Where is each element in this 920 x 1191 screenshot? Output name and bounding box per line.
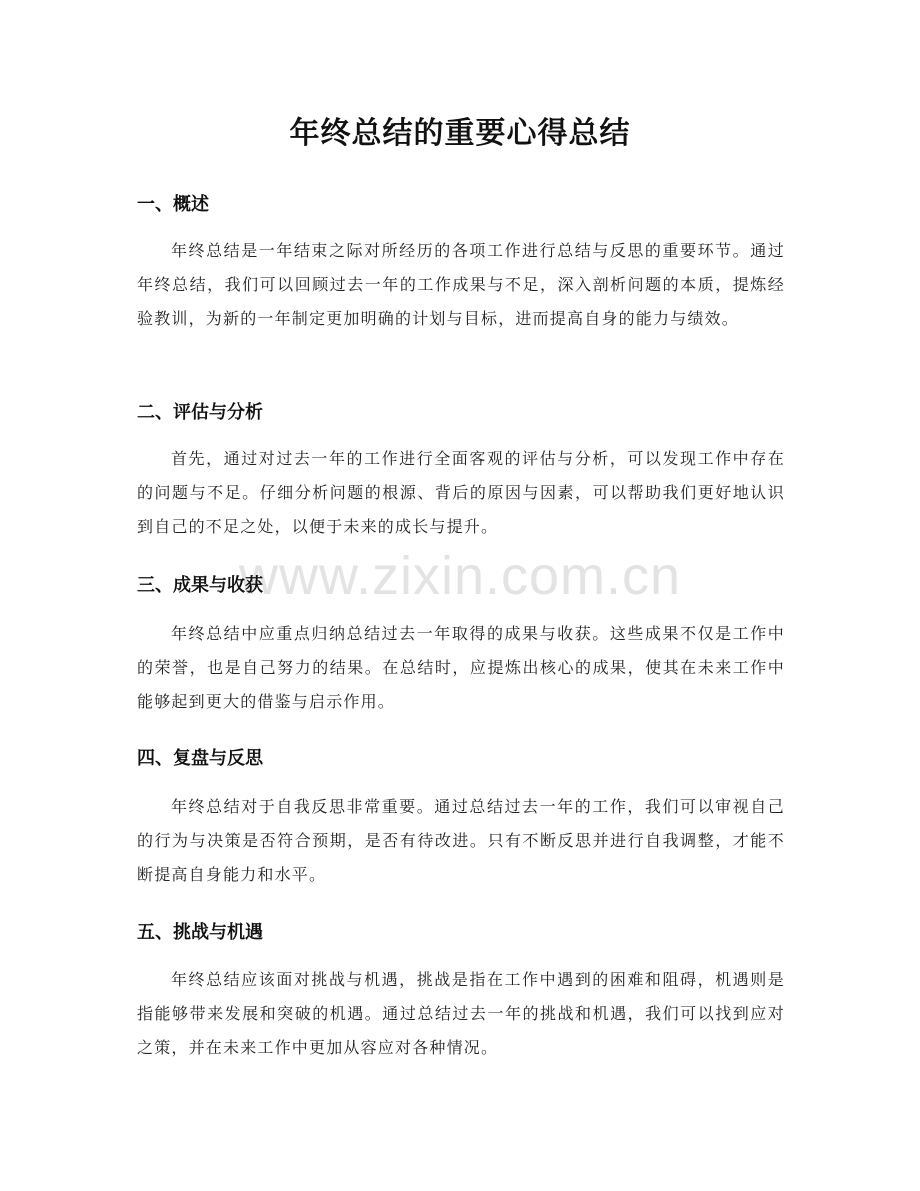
section-body-5: 年终总结应该面对挑战与机遇，挑战是指在工作中遇到的困难和阻碍，机遇则是指能够带来发展和突破的机遇。通过总结过去一年的挑战和机遇，我们可以找到应对之策，并在未来工作中更加从容应对各种情况。 — [137, 970, 785, 1057]
section-heading-3: 三、成果与收获 — [137, 575, 263, 596]
section-heading-2: 二、评估与分析 — [137, 402, 263, 423]
section-heading-1: 一、概述 — [137, 194, 209, 215]
section-heading-4: 四、复盘与反思 — [137, 748, 263, 769]
watermark: www.zixin.com.cn — [238, 546, 682, 606]
section-body-1: 年终总结是一年结束之际对所经历的各项工作进行总结与反思的重要环节。通过年终总结，我们可以回顾过去一年的工作成果与不足，深入剖析问题的本质，提炼经验教训，为新的一年制定更加明确的计划与目标，进而提高自身的能力与绩效。 — [137, 241, 785, 328]
section-body-3: 年终总结中应重点归纳总结过去一年取得的成果与收获。这些成果不仅是工作中的荣誉，也是自己努力的结果。在总结时，应提炼出核心的成果，使其在未来工作中能够起到更大的借鉴与启示作用。 — [137, 624, 785, 711]
section-body-2: 首先，通过对过去一年的工作进行全面客观的评估与分析，可以发现工作中存在的问题与不足。仔细分析问题的根源、背后的原因与因素，可以帮助我们更好地认识到自己的不足之处，以便于未来的成长与提升。 — [137, 449, 785, 536]
section-heading-5: 五、挑战与机遇 — [137, 922, 263, 943]
section-body-4: 年终总结对于自我反思非常重要。通过总结过去一年的工作，我们可以审视自己的行为与决策是否符合预期，是否有待改进。只有不断反思并进行自我调整，才能不断提高自身能力和水平。 — [137, 797, 785, 884]
page-title: 年终总结的重要心得总结 — [289, 116, 631, 151]
